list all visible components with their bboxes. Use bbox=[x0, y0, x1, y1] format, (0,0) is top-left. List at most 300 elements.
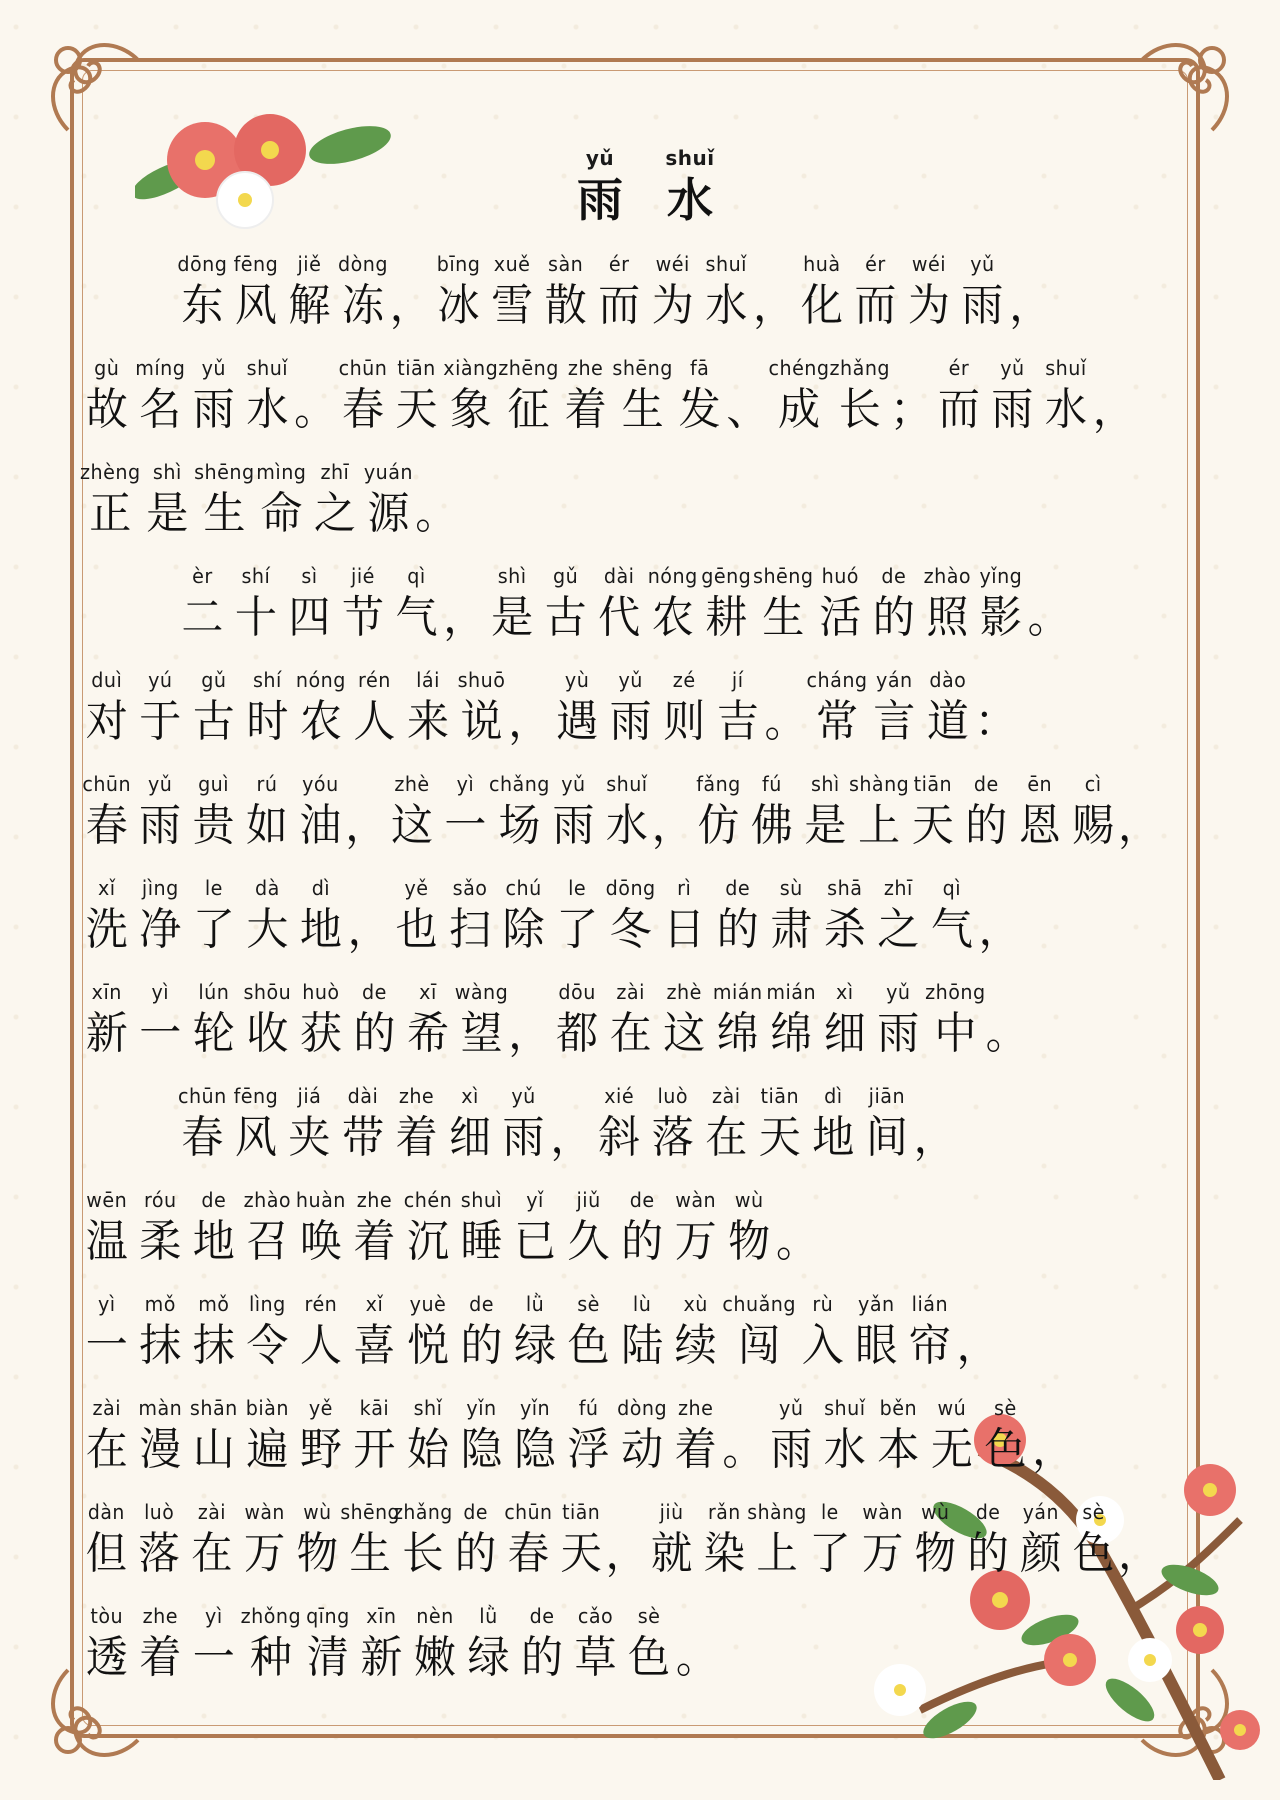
pinyin-text: dòng bbox=[617, 1396, 668, 1420]
punctuation bbox=[764, 667, 806, 751]
hanzi-text: 天 bbox=[395, 384, 438, 435]
hanzi-text: 化 bbox=[800, 280, 843, 331]
hanzi-with-pinyin bbox=[283, 563, 337, 647]
pinyin-text: nóng bbox=[295, 668, 346, 692]
hanzi-text: 雨 bbox=[139, 800, 182, 851]
hanzi-with-pinyin bbox=[497, 1083, 551, 1167]
hanzi-text: 于 bbox=[139, 696, 182, 747]
hanzi-text: 气 bbox=[930, 904, 973, 955]
pinyin-text: xù bbox=[683, 1292, 708, 1316]
hanzi-text: 陆 bbox=[621, 1320, 664, 1371]
hanzi-text: 东 bbox=[181, 280, 224, 331]
poem-content bbox=[80, 145, 1210, 1707]
pinyin-text: zhè bbox=[666, 980, 702, 1004]
hanzi-text: 为 bbox=[907, 280, 950, 331]
hanzi-text: ， bbox=[956, 1320, 999, 1371]
hanzi-with-pinyin bbox=[615, 1291, 669, 1375]
hanzi-with-pinyin bbox=[401, 979, 455, 1063]
hanzi-with-pinyin bbox=[449, 1499, 502, 1583]
hanzi-with-pinyin bbox=[194, 459, 254, 543]
pinyin-text: shí bbox=[241, 564, 271, 588]
hanzi-with-pinyin bbox=[80, 1187, 134, 1271]
hanzi-with-pinyin bbox=[562, 1187, 616, 1271]
corner-ornament-icon bbox=[1122, 30, 1242, 150]
pinyin-text: wàn bbox=[244, 1500, 285, 1524]
hanzi-text: ， bbox=[753, 280, 796, 331]
hanzi-text: 上 bbox=[756, 1528, 798, 1579]
punctuation bbox=[1032, 1395, 1074, 1479]
hanzi-text: 的 bbox=[967, 1528, 1009, 1579]
pinyin-text: luò bbox=[144, 1500, 175, 1524]
hanzi-with-pinyin bbox=[187, 1395, 241, 1479]
hanzi-text: 就 bbox=[650, 1528, 693, 1579]
hanzi-with-pinyin bbox=[867, 563, 921, 647]
hanzi-with-pinyin bbox=[515, 1603, 569, 1687]
hanzi-text: 雨 bbox=[877, 1008, 920, 1059]
hanzi-text: 带 bbox=[341, 1112, 385, 1163]
hanzi-text: 。 bbox=[775, 1216, 819, 1267]
pinyin-text: yǔ bbox=[886, 980, 911, 1004]
pinyin-text: zài bbox=[712, 1084, 741, 1108]
hanzi-with-pinyin bbox=[803, 1499, 856, 1583]
punctuation bbox=[722, 1395, 764, 1479]
hanzi-text: 风 bbox=[234, 1112, 277, 1163]
pinyin-text: sàn bbox=[548, 252, 584, 276]
hanzi-with-pinyin bbox=[187, 667, 241, 751]
hanzi-with-pinyin bbox=[80, 1499, 133, 1583]
hanzi-with-pinyin bbox=[796, 1291, 850, 1375]
hanzi-text: 天 bbox=[911, 800, 954, 851]
hanzi-with-pinyin bbox=[856, 1499, 909, 1583]
text-line bbox=[80, 979, 1160, 1063]
pinyin-text: qīng bbox=[306, 1604, 350, 1628]
hanzi-text: 的 bbox=[716, 904, 759, 955]
pinyin-text: fǎng bbox=[696, 772, 741, 796]
hanzi-text: 物 bbox=[296, 1528, 339, 1579]
hanzi-text: 一 bbox=[444, 800, 487, 851]
hanzi-text: ， bbox=[978, 904, 1021, 955]
pinyin-text: jìng bbox=[141, 876, 179, 900]
punctuation bbox=[345, 771, 388, 855]
hanzi-text: 。 bbox=[415, 488, 458, 539]
hanzi-with-pinyin bbox=[502, 1499, 555, 1583]
hanzi-text: 雪 bbox=[491, 280, 534, 331]
pinyin-text: zhèng bbox=[80, 460, 141, 484]
hanzi-with-pinyin bbox=[401, 667, 455, 751]
pinyin-text: ēn bbox=[1027, 772, 1053, 796]
hanzi-with-pinyin bbox=[301, 1603, 355, 1687]
hanzi-text: 。 bbox=[985, 1008, 1028, 1059]
pinyin-text: rù bbox=[812, 1292, 834, 1316]
text-line bbox=[80, 1083, 1160, 1167]
hanzi-text: 节 bbox=[341, 592, 385, 643]
pinyin-text: lái bbox=[416, 668, 440, 692]
hanzi-with-pinyin bbox=[562, 1395, 616, 1479]
pinyin-text: wú bbox=[937, 1396, 967, 1420]
pinyin-text: zhī bbox=[883, 876, 913, 900]
hanzi-with-pinyin bbox=[187, 875, 241, 959]
hanzi-text: 之 bbox=[877, 904, 920, 955]
hanzi-with-pinyin bbox=[562, 1291, 616, 1375]
pinyin-text: dōng bbox=[177, 252, 228, 276]
hanzi-text: 一 bbox=[85, 1320, 128, 1371]
hanzi-with-pinyin bbox=[485, 563, 539, 647]
punctuation bbox=[890, 355, 932, 439]
pinyin-text: cháng bbox=[806, 668, 868, 692]
hanzi-with-pinyin bbox=[753, 563, 813, 647]
pinyin-text: biàn bbox=[245, 1396, 289, 1420]
hanzi-with-pinyin bbox=[80, 459, 141, 543]
hanzi-text: 除 bbox=[502, 904, 545, 955]
hanzi-text: 水 bbox=[705, 280, 748, 331]
hanzi-with-pinyin bbox=[443, 1083, 497, 1167]
pinyin-text: yǔ bbox=[585, 146, 615, 170]
hanzi-text: 隐 bbox=[460, 1424, 503, 1475]
hanzi-text: 解 bbox=[288, 280, 331, 331]
pinyin-text: shàng bbox=[747, 1500, 807, 1524]
hanzi-text: 名 bbox=[139, 384, 182, 435]
pinyin-text: èr bbox=[192, 564, 213, 588]
hanzi-text: 沉 bbox=[406, 1216, 450, 1267]
hanzi-text: 开 bbox=[353, 1424, 396, 1475]
hanzi-text: ， bbox=[550, 1112, 593, 1163]
hanzi-with-pinyin bbox=[921, 563, 975, 647]
hanzi-with-pinyin bbox=[390, 355, 444, 439]
pinyin-text: zài bbox=[92, 1396, 122, 1420]
hanzi-text: 影 bbox=[979, 592, 1022, 643]
pinyin-text: tòu bbox=[90, 1604, 124, 1628]
hanzi-text: 净 bbox=[139, 904, 182, 955]
hanzi-with-pinyin bbox=[722, 1187, 776, 1271]
pinyin-text: luò bbox=[657, 1084, 689, 1108]
hanzi-text: 已 bbox=[514, 1216, 557, 1267]
pinyin-text: róu bbox=[143, 1188, 177, 1212]
hanzi-with-pinyin bbox=[669, 1291, 723, 1375]
hanzi-with-pinyin bbox=[186, 1499, 239, 1583]
hanzi-text: 万 bbox=[861, 1528, 904, 1579]
hanzi-with-pinyin bbox=[849, 251, 903, 335]
pinyin-text: zài bbox=[197, 1500, 226, 1524]
hanzi-text: 帘 bbox=[908, 1320, 951, 1371]
hanzi-text: 肃 bbox=[770, 904, 813, 955]
pinyin-text: gēng bbox=[701, 564, 752, 588]
hanzi-with-pinyin bbox=[747, 1499, 807, 1583]
pinyin-text: gù bbox=[94, 356, 120, 380]
hanzi-with-pinyin bbox=[646, 251, 700, 335]
pinyin-text: chéng bbox=[768, 356, 830, 380]
hanzi-with-pinyin bbox=[80, 667, 134, 751]
hanzi-text: 是 bbox=[491, 592, 534, 643]
hanzi-with-pinyin bbox=[308, 459, 362, 543]
poem-body bbox=[80, 251, 1210, 1687]
hanzi-text: 落 bbox=[651, 1112, 694, 1163]
hanzi-with-pinyin bbox=[385, 771, 438, 855]
pinyin-text: yǔ bbox=[201, 356, 227, 380]
pinyin-text: rǎn bbox=[708, 1500, 741, 1524]
hanzi-with-pinyin bbox=[348, 979, 402, 1063]
hanzi-with-pinyin bbox=[764, 1395, 818, 1479]
pinyin-text: yán bbox=[876, 668, 913, 692]
hanzi-text: 嫩 bbox=[413, 1632, 456, 1683]
hanzi-text: 春 bbox=[85, 800, 128, 851]
hanzi-with-pinyin bbox=[348, 1291, 402, 1375]
pinyin-text: de bbox=[881, 564, 907, 588]
hanzi-with-pinyin bbox=[187, 1291, 241, 1375]
pinyin-text: shuǐ bbox=[665, 146, 715, 170]
hanzi-text: ， bbox=[345, 800, 388, 851]
hanzi-text: 古 bbox=[192, 696, 235, 747]
hanzi-text: 地 bbox=[812, 1112, 855, 1163]
punctuation bbox=[1117, 771, 1160, 855]
hanzi-text: 在 bbox=[85, 1424, 128, 1475]
pinyin-text: yǔ bbox=[147, 772, 173, 796]
hanzi-with-pinyin bbox=[294, 875, 348, 959]
page-title bbox=[80, 145, 1210, 229]
hanzi-text: 种 bbox=[249, 1632, 292, 1683]
hanzi-with-pinyin bbox=[868, 667, 922, 751]
hanzi-text: 新 bbox=[85, 1008, 128, 1059]
pinyin-text: yǔ bbox=[779, 1396, 804, 1420]
hanzi-text: 色 bbox=[628, 1632, 671, 1683]
hanzi-with-pinyin bbox=[283, 251, 337, 335]
pinyin-text: le bbox=[820, 1500, 839, 1524]
pinyin-text: de bbox=[463, 1500, 488, 1524]
hanzi-text: 水 bbox=[246, 384, 289, 435]
pinyin-text: zhe bbox=[356, 1188, 393, 1212]
pinyin-text: shuǐ bbox=[824, 1396, 866, 1420]
pinyin-text: wēn bbox=[86, 1188, 128, 1212]
hanzi-with-pinyin bbox=[909, 1499, 962, 1583]
hanzi-text: ； bbox=[890, 384, 933, 435]
hanzi-with-pinyin bbox=[764, 979, 818, 1063]
pinyin-text: qì bbox=[942, 876, 962, 900]
hanzi-text: 夹 bbox=[288, 1112, 331, 1163]
hanzi-text: 生 bbox=[203, 488, 246, 539]
punctuation bbox=[1093, 355, 1135, 439]
pinyin-text: tiān bbox=[913, 772, 953, 796]
hanzi-with-pinyin bbox=[80, 979, 134, 1063]
hanzi-text: 照 bbox=[926, 592, 969, 643]
hanzi-text: 人 bbox=[299, 1320, 342, 1371]
punctuation bbox=[1009, 251, 1051, 335]
hanzi-text: 恩 bbox=[1018, 800, 1061, 851]
pinyin-text: chūn bbox=[177, 1084, 227, 1108]
pinyin-text: de bbox=[201, 1188, 227, 1212]
hanzi-text: 这 bbox=[663, 1008, 706, 1059]
punctuation bbox=[390, 251, 432, 335]
hanzi-text: 生 bbox=[762, 592, 805, 643]
hanzi-with-pinyin bbox=[903, 1291, 957, 1375]
hanzi-text: 雨 bbox=[770, 1424, 813, 1475]
pinyin-text: shēng bbox=[753, 564, 814, 588]
hanzi-text: 收 bbox=[246, 1008, 289, 1059]
hanzi-text: 场 bbox=[498, 800, 541, 851]
text-line bbox=[80, 1395, 1160, 1479]
punctuation bbox=[508, 667, 550, 751]
pinyin-text: dàn bbox=[87, 1500, 125, 1524]
hanzi-text: 清 bbox=[306, 1632, 349, 1683]
pinyin-text: wù bbox=[734, 1188, 764, 1212]
hanzi-text: 的 bbox=[353, 1008, 396, 1059]
hanzi-text: 绿 bbox=[514, 1320, 557, 1371]
punctuation bbox=[605, 1499, 648, 1583]
pinyin-text: zhǒng bbox=[240, 1604, 302, 1628]
hanzi-text: 而 bbox=[854, 280, 897, 331]
text-line bbox=[80, 875, 1160, 959]
hanzi-with-pinyin bbox=[956, 251, 1010, 335]
hanzi-text: 眼 bbox=[855, 1320, 898, 1371]
hanzi-text: 希 bbox=[406, 1008, 450, 1059]
pinyin-text: yě bbox=[404, 876, 429, 900]
hanzi-text: 漫 bbox=[139, 1424, 182, 1475]
hanzi-with-pinyin bbox=[485, 251, 539, 335]
pinyin-text: de bbox=[629, 1188, 655, 1212]
hanzi-text: 隐 bbox=[514, 1424, 557, 1475]
hanzi-text: 绵 bbox=[770, 1008, 813, 1059]
pinyin-text: tiān bbox=[397, 356, 436, 380]
pinyin-text: màn bbox=[138, 1396, 183, 1420]
hanzi-text: 如 bbox=[245, 800, 288, 851]
pinyin-text: shuǐ bbox=[705, 252, 747, 276]
hanzi-with-pinyin bbox=[291, 1499, 344, 1583]
hanzi-text: ， bbox=[347, 904, 390, 955]
text-line bbox=[80, 771, 1158, 855]
pinyin-text: chǎng bbox=[489, 772, 550, 796]
hanzi-text: 代 bbox=[598, 592, 641, 643]
hanzi-with-pinyin bbox=[390, 563, 444, 647]
hanzi-text: 命 bbox=[260, 488, 303, 539]
pinyin-text: dài bbox=[347, 1084, 379, 1108]
pinyin-text: sè bbox=[637, 1604, 661, 1628]
hanzi-text: 杀 bbox=[823, 904, 866, 955]
hanzi-text: 雨 bbox=[552, 800, 595, 851]
hanzi-text: 正 bbox=[89, 488, 132, 539]
pinyin-text: cì bbox=[1084, 772, 1102, 796]
pinyin-text: wàng bbox=[454, 980, 509, 1004]
punctuation bbox=[753, 251, 795, 335]
hanzi-with-pinyin bbox=[872, 875, 926, 959]
hanzi-with-pinyin bbox=[745, 771, 798, 855]
pinyin-text: shēng bbox=[612, 356, 673, 380]
hanzi-text: 来 bbox=[406, 696, 450, 747]
hanzi-with-pinyin bbox=[432, 251, 486, 335]
pinyin-text: yuè bbox=[409, 1292, 447, 1316]
punctuation bbox=[348, 875, 390, 959]
hanzi-with-pinyin bbox=[673, 355, 727, 439]
hanzi-text: 吉 bbox=[716, 696, 759, 747]
hanzi-text: 着 bbox=[674, 1424, 717, 1475]
hanzi-text: 着 bbox=[564, 384, 607, 435]
hanzi-with-pinyin bbox=[547, 771, 600, 855]
pinyin-text: de bbox=[725, 876, 751, 900]
pinyin-text: yǔ bbox=[618, 668, 643, 692]
pinyin-text: xǐ bbox=[365, 1292, 384, 1316]
hanzi-with-pinyin bbox=[645, 1499, 698, 1583]
pinyin-text: dì bbox=[311, 876, 331, 900]
pinyin-text: jiù bbox=[659, 1500, 684, 1524]
hanzi-with-pinyin bbox=[134, 1603, 188, 1687]
punctuation bbox=[957, 1291, 999, 1375]
pinyin-text: huà bbox=[803, 252, 841, 276]
hanzi-text: 而 bbox=[937, 384, 980, 435]
hanzi-text: 天 bbox=[560, 1528, 602, 1579]
hanzi-with-pinyin bbox=[569, 1603, 623, 1687]
pinyin-text: jiě bbox=[297, 252, 322, 276]
pinyin-text: sè bbox=[577, 1292, 600, 1316]
hanzi-with-pinyin bbox=[462, 1603, 516, 1687]
hanzi-with-pinyin bbox=[615, 1187, 669, 1271]
hanzi-text: 草 bbox=[574, 1632, 617, 1683]
hanzi-text: 上 bbox=[858, 800, 901, 851]
hanzi-text: 斜 bbox=[598, 1112, 641, 1163]
hanzi-text: 、 bbox=[726, 384, 769, 435]
pinyin-text: rì bbox=[677, 876, 692, 900]
hanzi-text: 续 bbox=[674, 1320, 717, 1371]
hanzi-with-pinyin bbox=[657, 979, 711, 1063]
pinyin-text: fā bbox=[689, 356, 710, 380]
pinyin-text: shuǐ bbox=[606, 772, 648, 796]
hanzi-text: ， bbox=[1118, 1528, 1160, 1579]
hanzi-text: ， bbox=[1009, 280, 1052, 331]
hanzi-text: 春 bbox=[181, 1112, 224, 1163]
hanzi-text: 四 bbox=[288, 592, 331, 643]
hanzi-with-pinyin bbox=[932, 355, 986, 439]
hanzi-with-pinyin bbox=[355, 1603, 409, 1687]
pinyin-text: sè bbox=[1082, 1500, 1105, 1524]
hanzi-text: 雨 bbox=[991, 384, 1034, 435]
hanzi-text: 是 bbox=[146, 488, 189, 539]
hanzi-text: 冬 bbox=[609, 904, 652, 955]
punctuation bbox=[975, 667, 1017, 751]
hanzi-with-pinyin bbox=[1014, 1499, 1067, 1583]
hanzi-text: 水 bbox=[605, 800, 648, 851]
pinyin-text: yǐn bbox=[519, 1396, 551, 1420]
hanzi-with-pinyin bbox=[768, 355, 829, 439]
pinyin-text: dà bbox=[254, 876, 280, 900]
hanzi-with-pinyin bbox=[559, 355, 613, 439]
hanzi-with-pinyin bbox=[753, 1083, 807, 1167]
hanzi-text: 农 bbox=[651, 592, 694, 643]
pinyin-text: yóu bbox=[302, 772, 339, 796]
hanzi-with-pinyin bbox=[979, 1395, 1033, 1479]
hanzi-with-pinyin bbox=[439, 771, 492, 855]
hanzi-with-pinyin bbox=[176, 251, 230, 335]
pinyin-text: zhe bbox=[142, 1604, 178, 1628]
pinyin-text: yù bbox=[564, 668, 590, 692]
hanzi-with-pinyin bbox=[592, 1083, 646, 1167]
hanzi-with-pinyin bbox=[294, 1395, 348, 1479]
pinyin-text: yǔ bbox=[1000, 356, 1025, 380]
hanzi-text: 睡 bbox=[460, 1216, 503, 1267]
pinyin-text: duì bbox=[91, 668, 123, 692]
punctuation bbox=[415, 459, 457, 543]
hanzi-text: ， bbox=[651, 800, 694, 851]
pinyin-text: yě bbox=[308, 1396, 333, 1420]
pinyin-text: yì bbox=[151, 980, 170, 1004]
pinyin-text: de bbox=[975, 1500, 1001, 1524]
hanzi-with-pinyin bbox=[698, 1499, 751, 1583]
hanzi-text: 言 bbox=[873, 696, 916, 747]
hanzi-text: 遇 bbox=[556, 696, 599, 747]
hanzi-text: 水 bbox=[823, 1424, 866, 1475]
punctuation bbox=[676, 1603, 718, 1687]
pinyin-text: dì bbox=[824, 1084, 843, 1108]
hanzi-text: 一 bbox=[139, 1008, 182, 1059]
hanzi-with-pinyin bbox=[508, 1291, 562, 1375]
pinyin-text: yǔ bbox=[511, 1084, 536, 1108]
hanzi-with-pinyin bbox=[80, 1395, 134, 1479]
pinyin-text: yǎn bbox=[858, 1292, 895, 1316]
